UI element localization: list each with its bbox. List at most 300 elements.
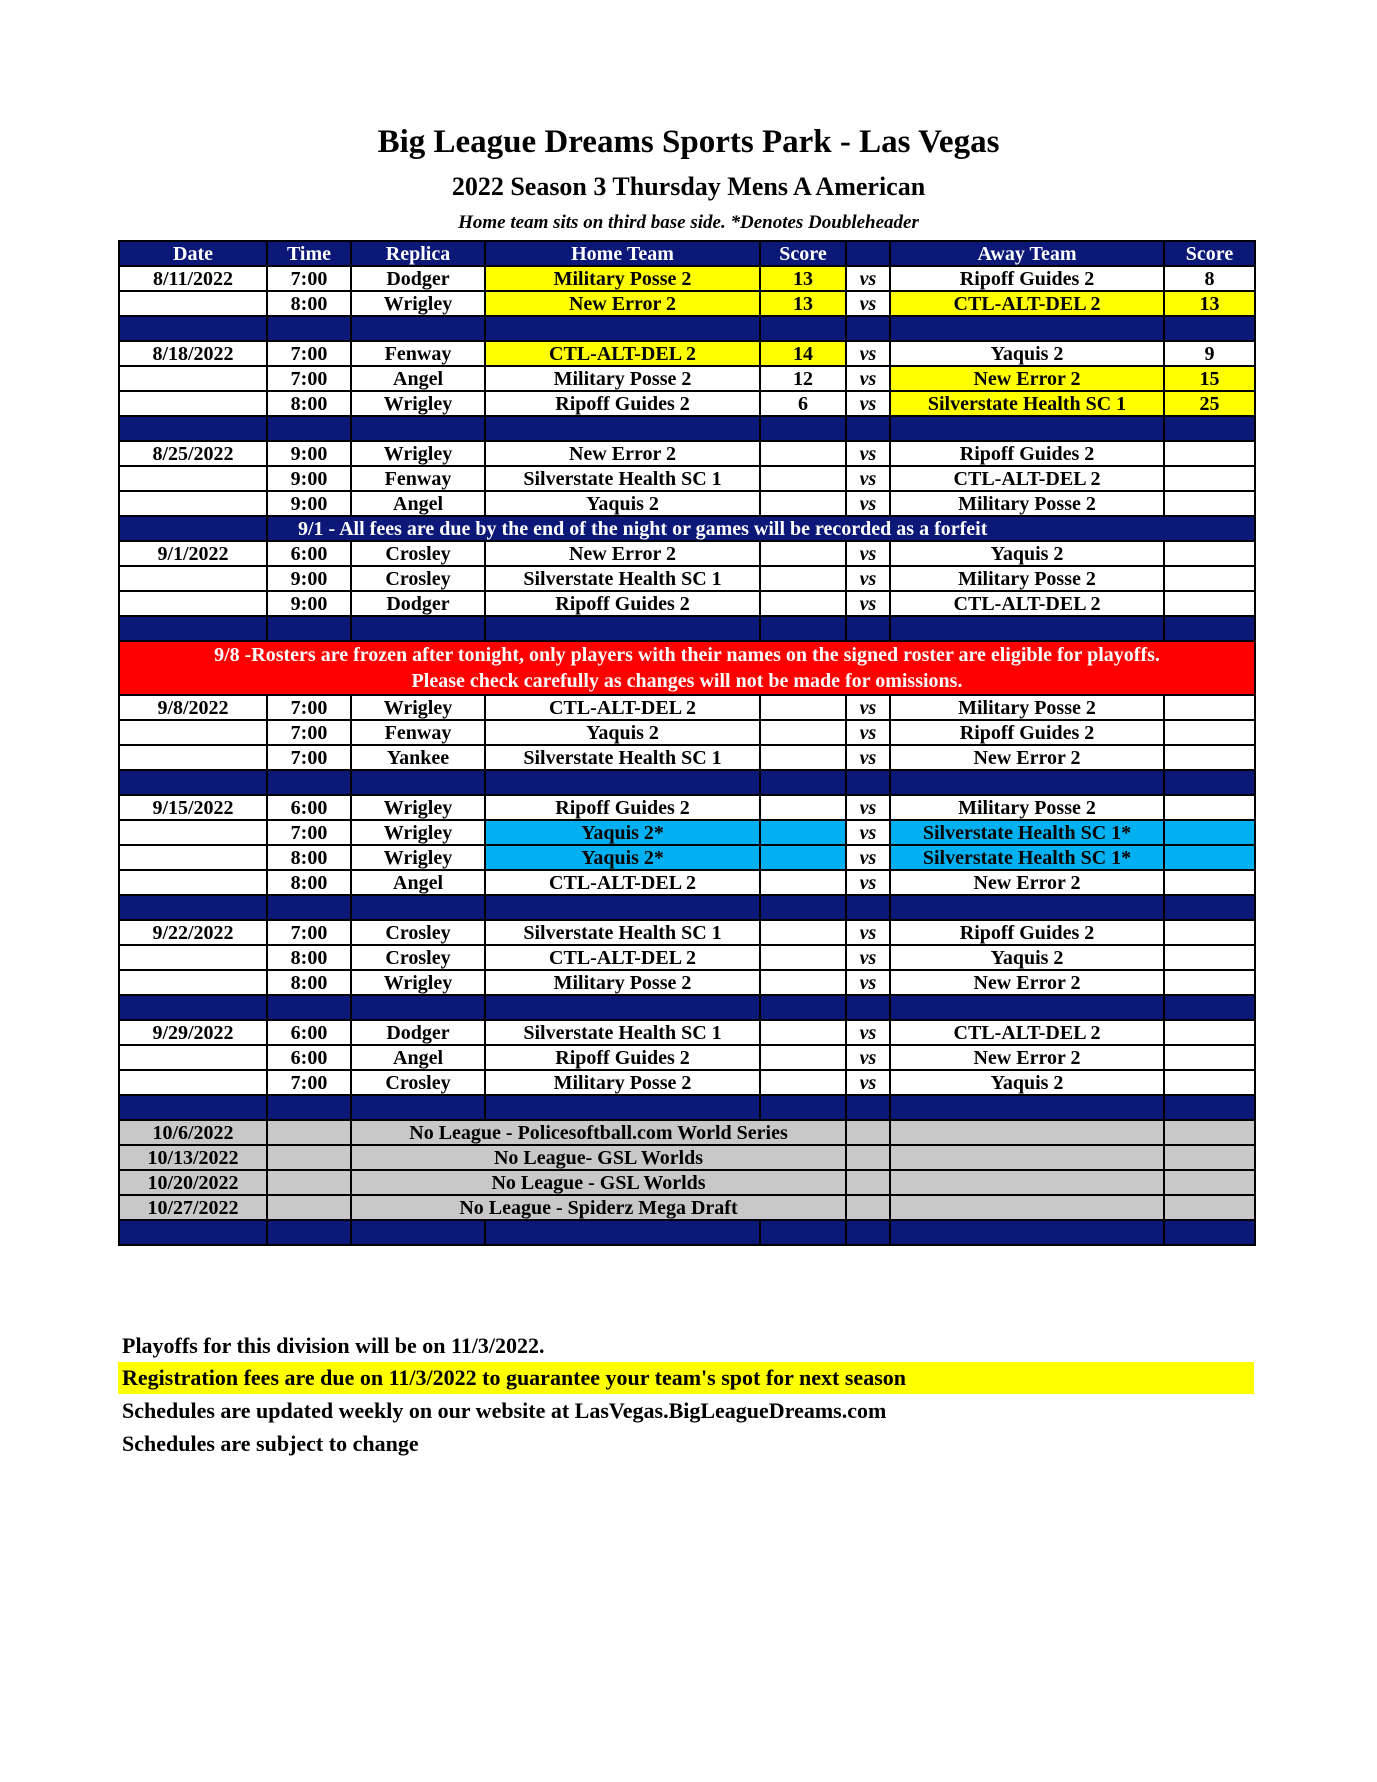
game-row: [119, 795, 1255, 820]
home-score: [760, 566, 846, 591]
playoffs-note: Playoffs for this division will be on 11/3/2022.: [122, 1333, 545, 1358]
week-separator-row: [119, 995, 1255, 1020]
roster-notice: [119, 641, 1255, 695]
home-score: [760, 1070, 846, 1095]
no-league-blank: [1164, 1195, 1255, 1220]
no-league-blank: [846, 1145, 890, 1170]
game-date: [119, 391, 267, 416]
home-score: [760, 945, 846, 970]
game-date: 8/18/2022: [119, 341, 267, 366]
vs-label: vs: [846, 466, 890, 491]
change-note: Schedules are subject to change: [122, 1431, 419, 1456]
separator-cell: [267, 995, 351, 1020]
away-score: [1164, 970, 1255, 995]
separator-cell: [351, 316, 485, 341]
game-row: [119, 695, 1255, 720]
no-league-date: 10/13/2022: [119, 1145, 267, 1170]
no-league-date: 10/6/2022: [119, 1120, 267, 1145]
game-field: Wrigley: [351, 291, 485, 316]
game-time: 7:00: [267, 720, 351, 745]
game-time: 8:00: [267, 845, 351, 870]
schedule-table: [118, 240, 1256, 1246]
registration-note: Registration fees are due on 11/3/2022 to guarantee your team's spot for next season: [118, 1362, 1254, 1394]
separator-cell: [760, 1220, 846, 1245]
separator-cell: [846, 770, 890, 795]
vs-label: vs: [846, 795, 890, 820]
no-league-blank: [890, 1195, 1164, 1220]
doubleheader-note: Home team sits on third base side. *Denotes Doubleheader: [458, 212, 919, 233]
game-row: [119, 391, 1255, 416]
home-team: CTL-ALT-DEL 2: [485, 870, 760, 895]
home-score: [760, 541, 846, 566]
home-team: New Error 2: [485, 441, 760, 466]
game-date: [119, 745, 267, 770]
game-field: Crosley: [351, 1070, 485, 1095]
game-field: Wrigley: [351, 820, 485, 845]
away-score: [1164, 870, 1255, 895]
home-team: Yaquis 2*: [485, 820, 760, 845]
game-date: [119, 466, 267, 491]
game-date: [119, 591, 267, 616]
home-score: [760, 491, 846, 516]
game-date: [119, 1070, 267, 1095]
home-team: Silverstate Health SC 1: [485, 920, 760, 945]
no-league-row: [119, 1170, 1255, 1195]
home-score: 13: [760, 291, 846, 316]
home-score: [760, 720, 846, 745]
home-score: [760, 441, 846, 466]
away-team: Yaquis 2: [890, 541, 1164, 566]
game-row: [119, 970, 1255, 995]
away-score: [1164, 541, 1255, 566]
separator-cell: [119, 995, 267, 1020]
separator-cell: [485, 1095, 760, 1120]
vs-label: vs: [846, 566, 890, 591]
separator-cell: [1164, 1220, 1255, 1245]
home-team: Silverstate Health SC 1: [485, 466, 760, 491]
separator-cell: [1164, 316, 1255, 341]
vs-label: vs: [846, 820, 890, 845]
game-time: 8:00: [267, 970, 351, 995]
away-team: Silverstate Health SC 1: [890, 391, 1164, 416]
home-score: [760, 845, 846, 870]
separator-cell: [351, 895, 485, 920]
notice-blank: [119, 516, 267, 541]
away-team: Ripoff Guides 2: [890, 720, 1164, 745]
separator-cell: [351, 616, 485, 641]
game-time: 7:00: [267, 266, 351, 291]
vs-label: vs: [846, 745, 890, 770]
week-separator-row: [119, 895, 1255, 920]
away-score: 8: [1164, 266, 1255, 291]
game-time: 7:00: [267, 695, 351, 720]
separator-cell: [119, 770, 267, 795]
header-time: Time: [267, 241, 351, 266]
vs-label: vs: [846, 391, 890, 416]
separator-cell: [267, 770, 351, 795]
separator-cell: [351, 1095, 485, 1120]
vs-label: vs: [846, 945, 890, 970]
away-team: Yaquis 2: [890, 945, 1164, 970]
separator-cell: [890, 416, 1164, 441]
game-time: 8:00: [267, 945, 351, 970]
game-time: 7:00: [267, 1070, 351, 1095]
game-field: Angel: [351, 870, 485, 895]
separator-cell: [1164, 770, 1255, 795]
game-row: [119, 291, 1255, 316]
away-score: [1164, 845, 1255, 870]
game-field: Wrigley: [351, 441, 485, 466]
game-time: 9:00: [267, 441, 351, 466]
roster-notice-row: [119, 641, 1255, 695]
no-league-row: [119, 1145, 1255, 1170]
home-score: 6: [760, 391, 846, 416]
game-field: Yankee: [351, 745, 485, 770]
away-score: [1164, 795, 1255, 820]
game-time: 8:00: [267, 391, 351, 416]
home-score: [760, 795, 846, 820]
separator-cell: [119, 316, 267, 341]
away-team: Yaquis 2: [890, 341, 1164, 366]
separator-cell: [119, 895, 267, 920]
separator-cell: [485, 995, 760, 1020]
vs-label: vs: [846, 266, 890, 291]
game-row: [119, 266, 1255, 291]
away-score: [1164, 745, 1255, 770]
away-score: [1164, 720, 1255, 745]
game-time: 9:00: [267, 466, 351, 491]
home-team: Silverstate Health SC 1: [485, 566, 760, 591]
game-row: [119, 920, 1255, 945]
away-score: 15: [1164, 366, 1255, 391]
game-date: [119, 720, 267, 745]
game-time: 9:00: [267, 591, 351, 616]
separator-cell: [760, 616, 846, 641]
separator-cell: [890, 616, 1164, 641]
away-team: Yaquis 2: [890, 1070, 1164, 1095]
game-field: Crosley: [351, 920, 485, 945]
no-league-text: No League- GSL Worlds: [351, 1145, 846, 1170]
no-league-date: 10/27/2022: [119, 1195, 267, 1220]
vs-label: vs: [846, 845, 890, 870]
separator-cell: [351, 1220, 485, 1245]
separator-cell: [267, 1220, 351, 1245]
away-score: [1164, 820, 1255, 845]
roster-notice-line2: Please check carefully as changes will not be made for omissions.: [411, 670, 963, 692]
separator-cell: [846, 1220, 890, 1245]
no-league-text: No League - GSL Worlds: [351, 1170, 846, 1195]
game-date: 8/25/2022: [119, 441, 267, 466]
vs-label: vs: [846, 870, 890, 895]
separator-cell: [890, 995, 1164, 1020]
game-time: 9:00: [267, 491, 351, 516]
home-team: Yaquis 2*: [485, 845, 760, 870]
separator-cell: [485, 895, 760, 920]
game-time: 6:00: [267, 795, 351, 820]
game-row: [119, 845, 1255, 870]
away-team: Silverstate Health SC 1*: [890, 820, 1164, 845]
game-row: [119, 745, 1255, 770]
separator-cell: [1164, 895, 1255, 920]
vs-label: vs: [846, 491, 890, 516]
website-note: Schedules are updated weekly on our website at LasVegas.BigLeagueDreams.com: [122, 1398, 887, 1423]
no-league-blank: [267, 1120, 351, 1145]
vs-label: vs: [846, 920, 890, 945]
separator-cell: [846, 416, 890, 441]
fees-notice: 9/1 - All fees are due by the end of the night or games will be recorded as a forfeit: [267, 516, 1255, 541]
separator-cell: [351, 995, 485, 1020]
game-row: [119, 591, 1255, 616]
away-team: CTL-ALT-DEL 2: [890, 1020, 1164, 1045]
page-title: Big League Dreams Sports Park - Las Vegas: [377, 124, 1000, 160]
separator-cell: [846, 995, 890, 1020]
game-field: Wrigley: [351, 845, 485, 870]
game-field: Dodger: [351, 591, 485, 616]
home-team: Military Posse 2: [485, 1070, 760, 1095]
separator-cell: [760, 770, 846, 795]
header-away-team: Away Team: [890, 241, 1164, 266]
separator-cell: [1164, 616, 1255, 641]
home-score: [760, 820, 846, 845]
separator-cell: [760, 895, 846, 920]
vs-label: vs: [846, 1045, 890, 1070]
away-team: New Error 2: [890, 745, 1164, 770]
home-team: Ripoff Guides 2: [485, 591, 760, 616]
away-team: New Error 2: [890, 366, 1164, 391]
vs-label: vs: [846, 341, 890, 366]
header-date: Date: [119, 241, 267, 266]
home-score: [760, 1020, 846, 1045]
vs-label: vs: [846, 591, 890, 616]
game-date: 9/29/2022: [119, 1020, 267, 1045]
away-team: New Error 2: [890, 1045, 1164, 1070]
game-field: Angel: [351, 366, 485, 391]
week-separator-row: [119, 416, 1255, 441]
separator-cell: [267, 895, 351, 920]
game-date: 9/1/2022: [119, 541, 267, 566]
separator-cell: [485, 1220, 760, 1245]
separator-cell: [846, 895, 890, 920]
no-league-text: No League - Policesoftball.com World Series: [351, 1120, 846, 1145]
game-field: Wrigley: [351, 695, 485, 720]
fees-notice-row: [119, 516, 1255, 541]
no-league-blank: [1164, 1145, 1255, 1170]
game-time: 6:00: [267, 1020, 351, 1045]
separator-cell: [846, 1095, 890, 1120]
game-field: Fenway: [351, 466, 485, 491]
no-league-row: [119, 1195, 1255, 1220]
away-team: CTL-ALT-DEL 2: [890, 466, 1164, 491]
week-separator-row: [119, 616, 1255, 641]
game-field: Angel: [351, 1045, 485, 1070]
vs-label: vs: [846, 366, 890, 391]
table-header-row: [119, 241, 1255, 266]
home-score: [760, 870, 846, 895]
home-score: [760, 920, 846, 945]
home-team: Ripoff Guides 2: [485, 1045, 760, 1070]
home-score: [760, 745, 846, 770]
no-league-blank: [890, 1145, 1164, 1170]
no-league-blank: [267, 1195, 351, 1220]
separator-cell: [485, 616, 760, 641]
game-date: [119, 845, 267, 870]
game-time: 8:00: [267, 291, 351, 316]
no-league-blank: [890, 1120, 1164, 1145]
away-team: Ripoff Guides 2: [890, 441, 1164, 466]
away-team: Military Posse 2: [890, 491, 1164, 516]
home-team: Ripoff Guides 2: [485, 795, 760, 820]
away-score: [1164, 591, 1255, 616]
no-league-blank: [890, 1170, 1164, 1195]
home-team: CTL-ALT-DEL 2: [485, 695, 760, 720]
home-score: 12: [760, 366, 846, 391]
away-score: [1164, 1070, 1255, 1095]
no-league-blank: [846, 1195, 890, 1220]
game-date: [119, 291, 267, 316]
away-score: [1164, 491, 1255, 516]
separator-cell: [485, 416, 760, 441]
home-score: 14: [760, 341, 846, 366]
away-team: Ripoff Guides 2: [890, 920, 1164, 945]
game-date: 8/11/2022: [119, 266, 267, 291]
away-team: New Error 2: [890, 970, 1164, 995]
home-team: Yaquis 2: [485, 720, 760, 745]
home-team: CTL-ALT-DEL 2: [485, 945, 760, 970]
away-team: Ripoff Guides 2: [890, 266, 1164, 291]
game-row: [119, 341, 1255, 366]
game-time: 7:00: [267, 920, 351, 945]
game-field: Wrigley: [351, 391, 485, 416]
no-league-blank: [267, 1170, 351, 1195]
game-field: Crosley: [351, 945, 485, 970]
header-home-team: Home Team: [485, 241, 760, 266]
separator-cell: [351, 770, 485, 795]
away-score: [1164, 695, 1255, 720]
no-league-blank: [846, 1120, 890, 1145]
week-separator-row: [119, 316, 1255, 341]
game-row: [119, 945, 1255, 970]
away-team: Military Posse 2: [890, 795, 1164, 820]
vs-label: vs: [846, 291, 890, 316]
vs-label: vs: [846, 441, 890, 466]
no-league-text: No League - Spiderz Mega Draft: [351, 1195, 846, 1220]
week-separator-row: [119, 1220, 1255, 1245]
separator-cell: [119, 1220, 267, 1245]
game-field: Wrigley: [351, 970, 485, 995]
no-league-date: 10/20/2022: [119, 1170, 267, 1195]
separator-cell: [760, 995, 846, 1020]
game-row: [119, 1045, 1255, 1070]
away-score: [1164, 1045, 1255, 1070]
game-row: [119, 491, 1255, 516]
separator-cell: [119, 416, 267, 441]
separator-cell: [267, 416, 351, 441]
game-row: [119, 1020, 1255, 1045]
home-team: Military Posse 2: [485, 266, 760, 291]
away-score: [1164, 1020, 1255, 1045]
away-score: 13: [1164, 291, 1255, 316]
game-field: Crosley: [351, 541, 485, 566]
home-team: Yaquis 2: [485, 491, 760, 516]
vs-label: vs: [846, 1070, 890, 1095]
no-league-blank: [1164, 1120, 1255, 1145]
game-time: 7:00: [267, 745, 351, 770]
away-score: 9: [1164, 341, 1255, 366]
home-score: [760, 466, 846, 491]
home-team: Silverstate Health SC 1: [485, 1020, 760, 1045]
game-row: [119, 466, 1255, 491]
home-score: 13: [760, 266, 846, 291]
game-date: [119, 366, 267, 391]
separator-cell: [890, 1095, 1164, 1120]
separator-cell: [760, 416, 846, 441]
separator-cell: [267, 616, 351, 641]
away-score: 25: [1164, 391, 1255, 416]
home-team: Military Posse 2: [485, 366, 760, 391]
game-row: [119, 366, 1255, 391]
game-field: Crosley: [351, 566, 485, 591]
separator-cell: [890, 770, 1164, 795]
game-time: 7:00: [267, 820, 351, 845]
week-separator-row: [119, 1095, 1255, 1120]
header-replica: Replica: [351, 241, 485, 266]
week-separator-row: [119, 770, 1255, 795]
home-team: Ripoff Guides 2: [485, 391, 760, 416]
away-score: [1164, 945, 1255, 970]
game-date: [119, 945, 267, 970]
game-field: Fenway: [351, 720, 485, 745]
game-date: [119, 870, 267, 895]
game-field: Wrigley: [351, 795, 485, 820]
vs-label: vs: [846, 695, 890, 720]
game-row: [119, 541, 1255, 566]
roster-notice-line1: 9/8 -Rosters are frozen after tonight, only players with their names on the signed roster are eligible for playoffs.: [214, 644, 1160, 666]
away-score: [1164, 466, 1255, 491]
header-home-score: Score: [760, 241, 846, 266]
home-team: CTL-ALT-DEL 2: [485, 341, 760, 366]
separator-cell: [119, 616, 267, 641]
game-field: Dodger: [351, 1020, 485, 1045]
no-league-row: [119, 1120, 1255, 1145]
away-team: New Error 2: [890, 870, 1164, 895]
game-time: 9:00: [267, 566, 351, 591]
home-team: Silverstate Health SC 1: [485, 745, 760, 770]
separator-cell: [1164, 1095, 1255, 1120]
away-team: CTL-ALT-DEL 2: [890, 291, 1164, 316]
separator-cell: [846, 316, 890, 341]
game-row: [119, 820, 1255, 845]
away-score: [1164, 441, 1255, 466]
away-score: [1164, 566, 1255, 591]
separator-cell: [1164, 416, 1255, 441]
game-time: 7:00: [267, 366, 351, 391]
vs-label: vs: [846, 1020, 890, 1045]
game-row: [119, 566, 1255, 591]
no-league-blank: [846, 1170, 890, 1195]
game-row: [119, 1070, 1255, 1095]
separator-cell: [485, 316, 760, 341]
game-time: 7:00: [267, 341, 351, 366]
home-score: [760, 1045, 846, 1070]
vs-label: vs: [846, 720, 890, 745]
game-row: [119, 720, 1255, 745]
vs-label: vs: [846, 541, 890, 566]
game-date: [119, 820, 267, 845]
home-score: [760, 970, 846, 995]
header-away-score: Score: [1164, 241, 1255, 266]
separator-cell: [485, 770, 760, 795]
separator-cell: [890, 1220, 1164, 1245]
